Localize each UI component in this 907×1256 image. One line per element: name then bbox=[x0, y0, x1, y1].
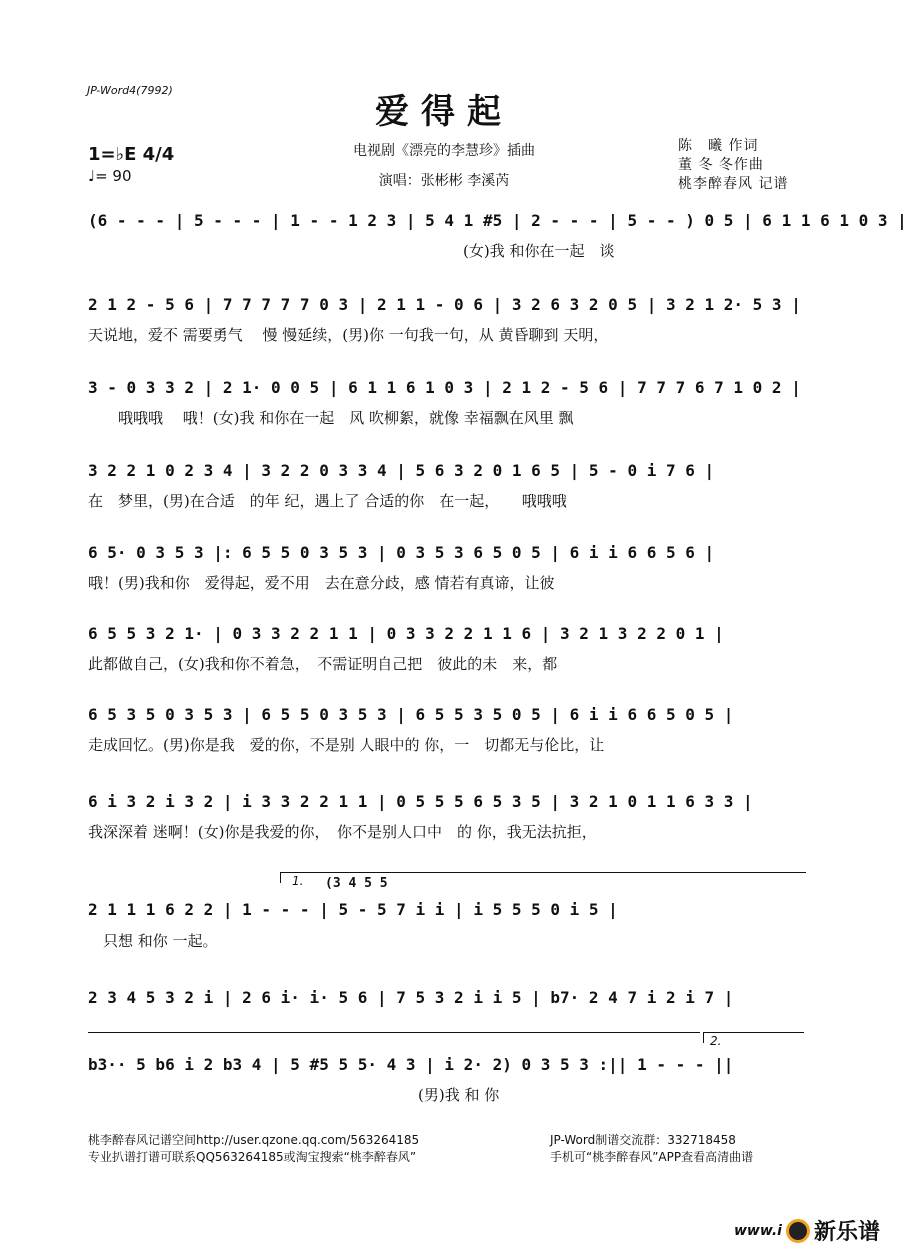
footer-website: 桃李醉春风记谱空间http://user.qzone.qq.com/563264185 bbox=[88, 1133, 420, 1147]
footer-group: JP-Word制谱交流群：332718458 bbox=[550, 1133, 736, 1147]
score-row-6-notes: 6 5 5 3 2 1· | 0 3 3 2 2 1 1 | 0 3 3 2 2 1 1 6 | 3 2 1 3 2 2 0 1 | bbox=[88, 624, 724, 643]
repeat-line bbox=[88, 1032, 700, 1033]
score-row-10-notes: 2 3 4 5 3 2 i | 2 6 i· i· 5 6 | 7 5 3 2 i i 5 | b7· 2 4 7 i 2 i 7 | bbox=[88, 988, 734, 1007]
key-signature: 1=♭E 4/4 bbox=[88, 144, 175, 165]
score-row-7-notes: 6 5 3 5 0 3 5 3 | 6 5 5 0 3 5 3 | 6 5 5 3 5 0 5 | 6 i i 6 6 5 0 5 | bbox=[88, 705, 734, 724]
transcriber-credit: 桃李醉春风 记谱 bbox=[678, 176, 789, 192]
footer-app: 手机可“桃李醉春风”APP查看高清曲谱 bbox=[550, 1150, 754, 1164]
score-row-11-lyrics: (男)我 和 你 bbox=[88, 1086, 500, 1104]
score-row-1-notes: (6 - - - | 5 - - - | 1 - - 1 2 3 | 5 4 1 #5 | 2 - - - | 5 - - ) 0 5 | 6 1 1 6 1 0 3 | bbox=[88, 211, 907, 230]
score-row-2-lyrics: 天说地，爱不 需要勇气 慢 慢延续，(男)你 一句我一句，从 黄昏聊到 天明， bbox=[88, 326, 609, 344]
score-row-3-lyrics: 哦哦哦 哦！(女)我 和你在一起 风 吹柳絮，就像 幸福飘在风里 飘 bbox=[88, 409, 574, 427]
score-row-11-notes: b3·· 5 b6 i 2 b3 4 | 5 #5 5 5· 4 3 | i 2· 2) 0 3 5 3 :|| 1 - - - || bbox=[88, 1055, 734, 1074]
score-row-2-notes: 2 1 2 - 5 6 | 7 7 7 7 7 0 3 | 2 1 1 - 0 6 | 3 2 6 3 2 0 5 | 3 2 1 2· 5 3 | bbox=[88, 295, 801, 314]
song-subtitle: 电视剧《漂亮的李慧珍》插曲 bbox=[353, 143, 535, 159]
first-ending-notes: (3 4 5 5 bbox=[325, 876, 388, 891]
lyricist-credit: 陈 曦 作词 bbox=[678, 138, 759, 154]
footer-contact: 专业扒谱打谱可联系QQ563264185或淘宝搜索“桃李醉春风” bbox=[88, 1150, 417, 1164]
tempo-mark: ♩= 90 bbox=[88, 167, 132, 185]
score-row-1-lyrics: (女)我 和你在一起 谈 bbox=[88, 242, 615, 260]
score-row-8-notes: 6 i 3 2 i 3 2 | i 3 3 2 2 1 1 | 0 5 5 5 6 5 3 5 | 3 2 1 0 1 1 6 3 3 | bbox=[88, 792, 753, 811]
score-row-9-lyrics: 只想 和你 一起。 bbox=[88, 932, 218, 950]
composer-credit: 董 冬 冬作曲 bbox=[678, 157, 764, 173]
score-row-5-notes: 6 5· 0 3 5 3 |: 6 5 5 0 3 5 3 | 0 3 5 3 6 5 0 5 | 6 i i 6 6 5 6 | bbox=[88, 543, 715, 562]
software-label: JP-Word4(7992) bbox=[87, 84, 173, 97]
singers: 演唱：张彬彬 李溪芮 bbox=[378, 173, 510, 189]
score-row-8-lyrics: 我深深着 迷啊！(女)你是我爱的你， 你不是别人口中 的 你，我无法抗拒， bbox=[88, 823, 597, 841]
site-logo bbox=[734, 1215, 880, 1246]
score-row-6-lyrics: 此都做自己，(女)我和你不着急， 不需证明自己把 彼此的未 来，都 bbox=[88, 655, 558, 673]
score-row-5-lyrics: 哦！(男)我和你 爱得起，爱不用 去在意分歧，感 情若有真谛，让彼 bbox=[88, 574, 555, 592]
score-row-3-notes: 3 - 0 3 3 2 | 2 1· 0 0 5 | 6 1 1 6 1 0 3 | 2 1 2 - 5 6 | 7 7 7 6 7 1 0 2 | bbox=[88, 378, 801, 397]
first-ending-label: 1. bbox=[292, 874, 304, 888]
score-row-7-lyrics: 走成回忆。(男)你是我 爱的你，不是别 人眼中的 你，一 切都无与伦比，让 bbox=[88, 736, 605, 754]
logo-url: www.i bbox=[733, 1222, 782, 1239]
score-row-9-notes: 2 1 1 1 6 2 2 | 1 - - - | 5 - 5 7 i i | i 5 5 5 0 i 5 | bbox=[88, 900, 618, 919]
second-ending-label: 2. bbox=[710, 1034, 722, 1048]
score-row-4-notes: 3 2 2 1 0 2 3 4 | 3 2 2 0 3 3 4 | 5 6 3 2 0 1 6 5 | 5 - 0 i 7 6 | bbox=[88, 461, 715, 480]
record-disc-icon bbox=[786, 1219, 810, 1243]
score-row-4-lyrics: 在 梦里，(男)在合适 的年 纪，遇上了 合适的你 在一起， 哦哦哦 bbox=[88, 492, 567, 510]
logo-text: 新乐谱 bbox=[813, 1220, 880, 1245]
song-title: 爱得起 bbox=[375, 92, 513, 132]
